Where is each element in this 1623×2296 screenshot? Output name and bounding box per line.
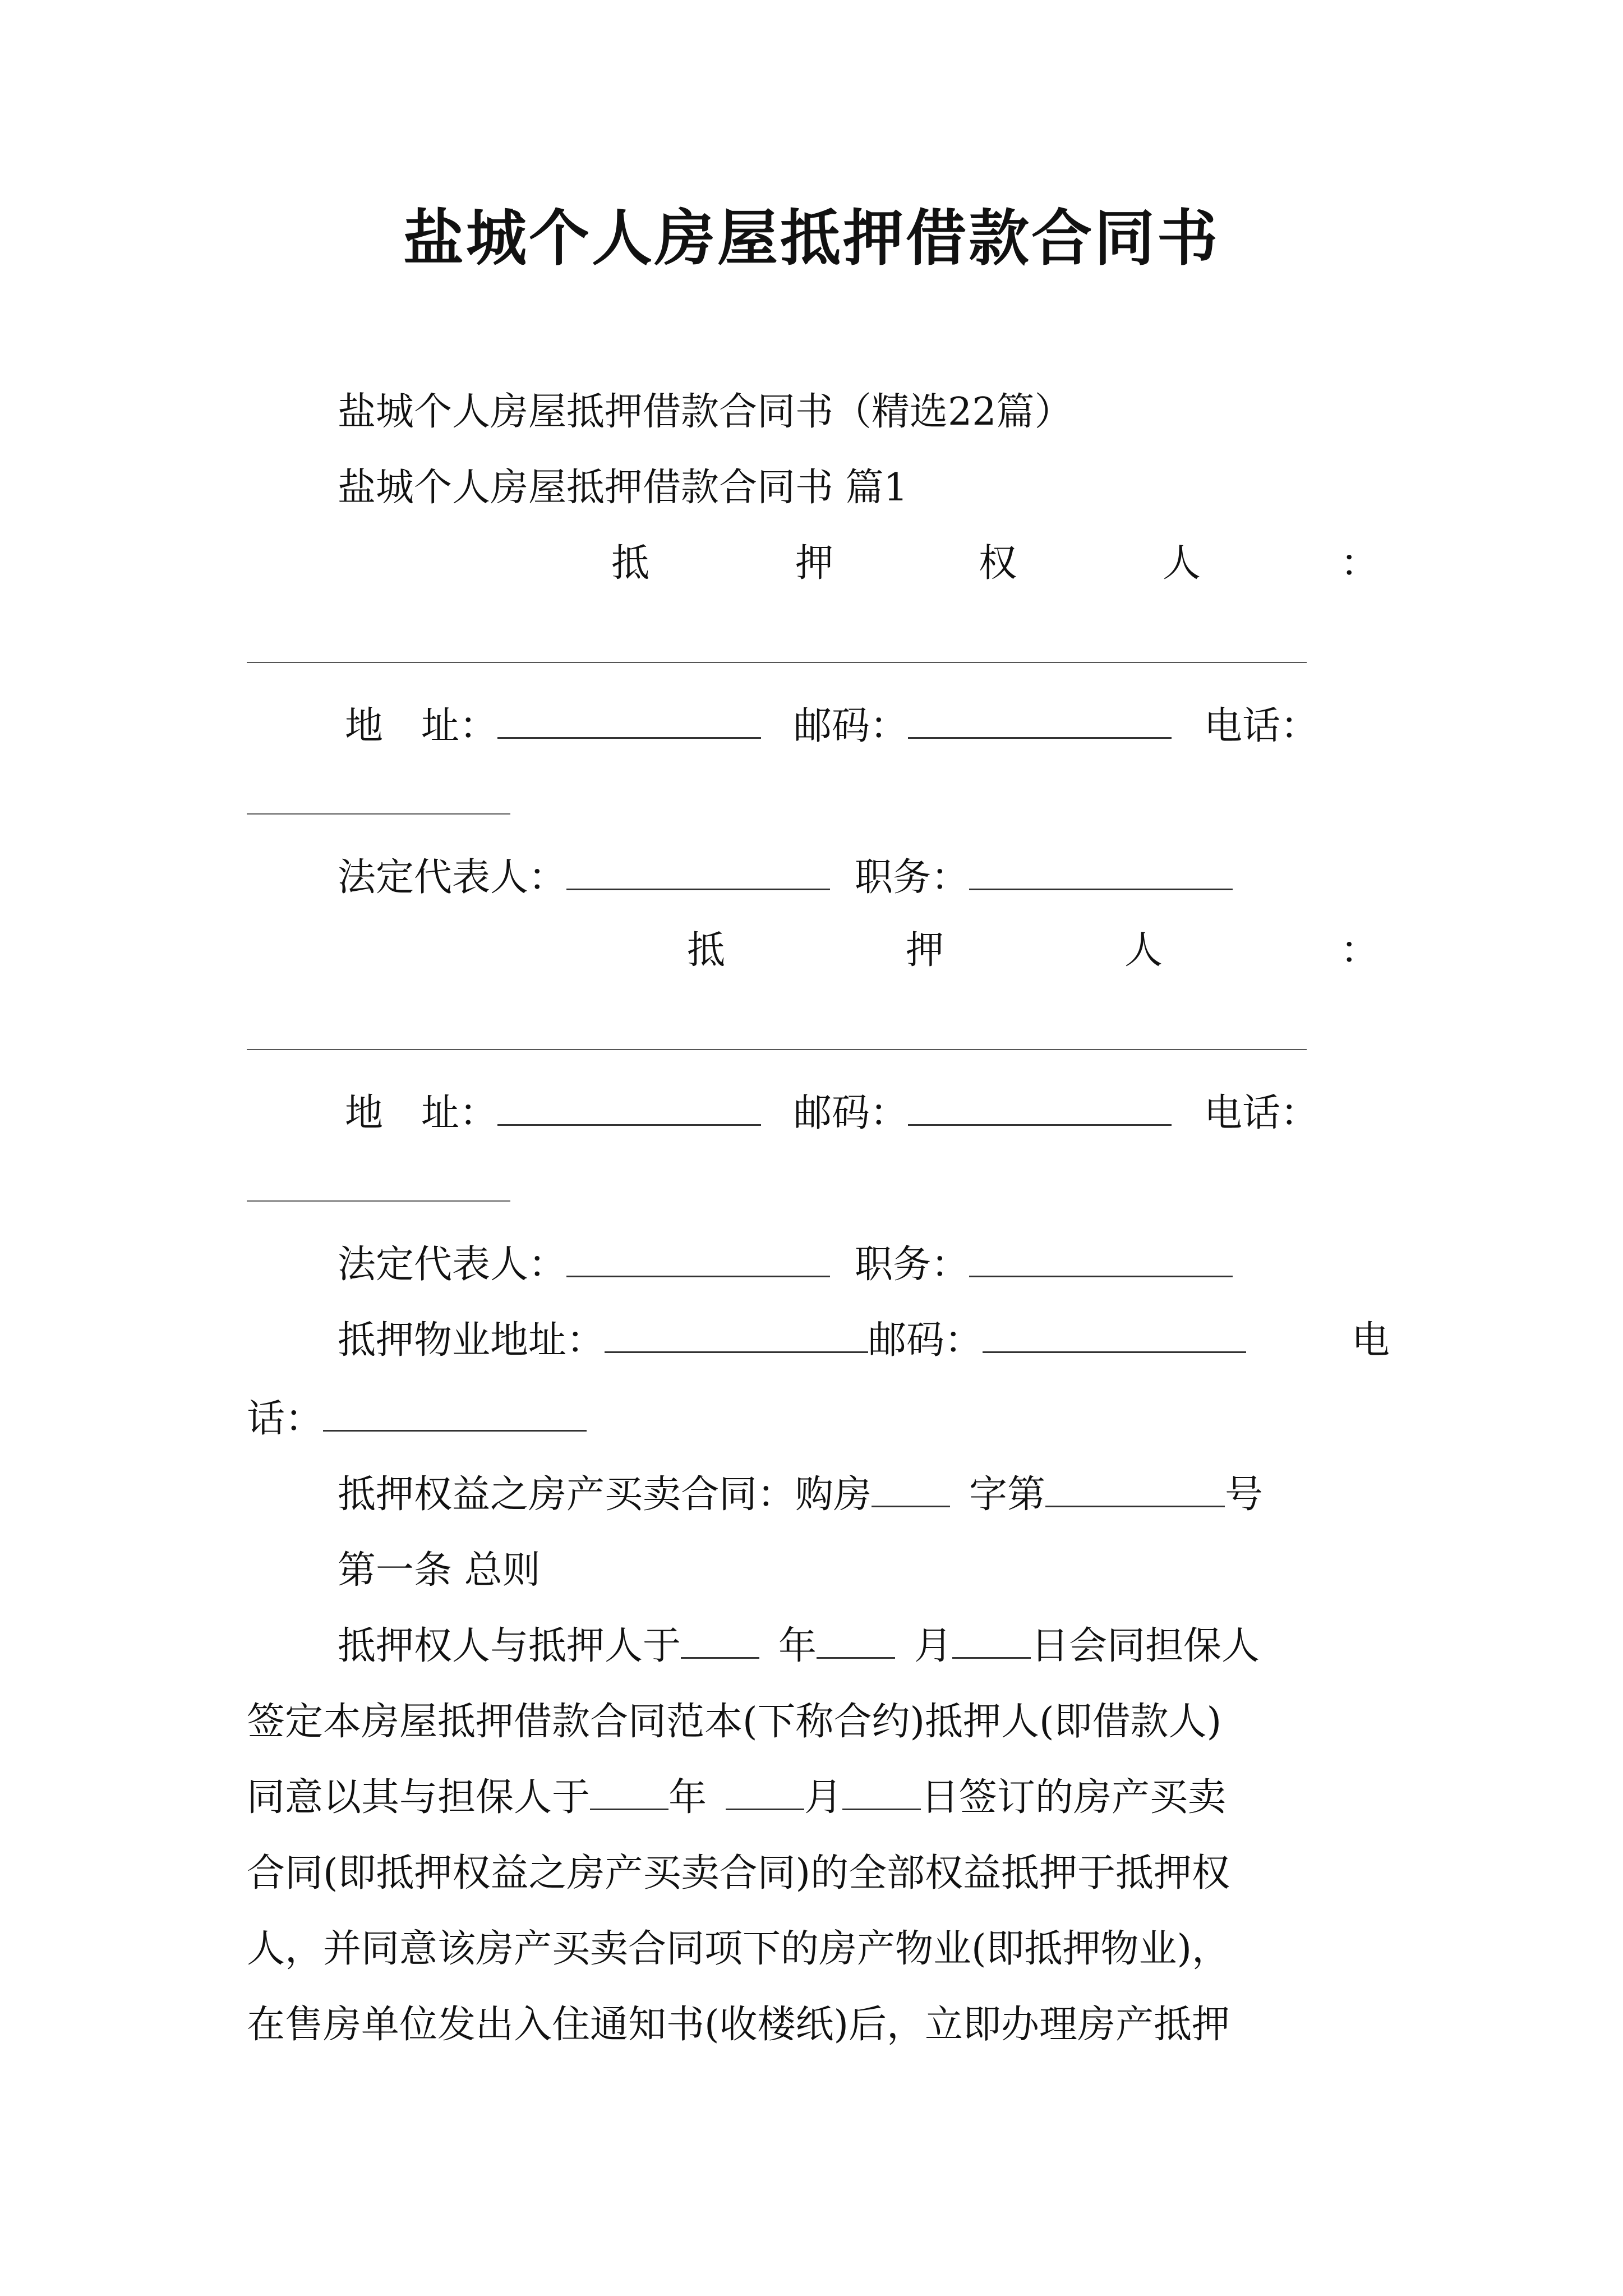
document-subtitle: 盐城个人房屋抵押借款合同书（精选22篇） bbox=[338, 390, 1073, 434]
mortgagor-rep-line bbox=[338, 1240, 1233, 1290]
contract-ref-label: 抵押权益之房产买卖合同：购房 bbox=[338, 1473, 872, 1517]
month-blank[interactable] bbox=[817, 1623, 895, 1659]
legal-rep-label: 法定代表人： bbox=[338, 1243, 567, 1287]
mortgagee-char: ： bbox=[1340, 541, 1379, 586]
contract-number-blank[interactable] bbox=[1045, 1472, 1225, 1507]
para-line-4: 合同(即抵押权益之房产买卖合同)的全部权益抵押于抵押权 bbox=[247, 1851, 1230, 1895]
contract-prefix-blank[interactable] bbox=[872, 1472, 950, 1507]
para-text: 日签订的房产买卖 bbox=[921, 1775, 1227, 1820]
postcode-blank[interactable] bbox=[908, 703, 1172, 739]
hao-label: 号 bbox=[1225, 1473, 1264, 1517]
day-blank[interactable] bbox=[952, 1623, 1031, 1659]
position-blank[interactable] bbox=[969, 1242, 1233, 1277]
property-address-blank[interactable] bbox=[605, 1318, 868, 1353]
mortgagor-char: 人 bbox=[1124, 928, 1163, 973]
para-text: 抵押权人与抵押人于 bbox=[338, 1624, 681, 1668]
document-title: 盐城个人房屋抵押借款合同书 bbox=[403, 203, 1220, 274]
mortgagee-rep-line bbox=[338, 853, 1233, 903]
mortgagee-char: 押 bbox=[795, 541, 834, 586]
position-label: 职务： bbox=[855, 1243, 970, 1287]
zi-di-label: 字第 bbox=[969, 1473, 1046, 1517]
postcode-label: 邮码： bbox=[794, 704, 909, 748]
phone-label: 电话： bbox=[1204, 1091, 1319, 1135]
year-blank[interactable] bbox=[681, 1623, 759, 1659]
property-address-line bbox=[338, 1315, 1246, 1366]
legal-rep-blank[interactable] bbox=[566, 1242, 830, 1277]
legal-rep-label: 法定代表人： bbox=[338, 855, 567, 900]
para-line-1 bbox=[338, 1621, 1260, 1672]
postcode-blank[interactable] bbox=[983, 1318, 1246, 1353]
para-text: 同意以其与担保人于 bbox=[247, 1775, 591, 1820]
address-blank[interactable] bbox=[497, 703, 761, 739]
mortgagee-char: 权 bbox=[979, 541, 1017, 586]
address-label: 地 址： bbox=[345, 704, 498, 748]
para-line-3 bbox=[247, 1773, 1226, 1823]
position-label: 职务： bbox=[855, 855, 970, 900]
property-phone-blank[interactable] bbox=[323, 1396, 587, 1432]
property-address-label: 抵押物业地址： bbox=[338, 1318, 605, 1363]
month-blank[interactable] bbox=[726, 1775, 804, 1810]
month-label: 月 bbox=[804, 1775, 843, 1820]
mortgagee-contact-line bbox=[345, 701, 1318, 752]
mortgagee-name-blank[interactable] bbox=[247, 662, 1307, 663]
section-heading: 盐城个人房屋抵押借款合同书 篇1 bbox=[338, 466, 908, 510]
phone-blank[interactable] bbox=[247, 813, 510, 815]
property-phone-line bbox=[247, 1394, 587, 1444]
mortgagee-char: 抵 bbox=[611, 541, 650, 586]
mortgagee-char: 人 bbox=[1163, 541, 1201, 586]
day-blank[interactable] bbox=[842, 1775, 921, 1810]
para-text: 日会同担保人 bbox=[1031, 1624, 1260, 1668]
para-line-2: 签定本房屋抵押借款合同范本(下称合约)抵押人(即借款人) bbox=[247, 1700, 1222, 1744]
position-blank[interactable] bbox=[969, 855, 1233, 890]
address-label: 地 址： bbox=[345, 1091, 498, 1135]
contract-ref-line bbox=[338, 1470, 1263, 1520]
address-blank[interactable] bbox=[497, 1091, 761, 1126]
phone-char-1: 电 bbox=[1352, 1318, 1390, 1363]
year-label: 年 bbox=[778, 1624, 817, 1668]
postcode-label: 邮码： bbox=[868, 1318, 983, 1363]
legal-rep-blank[interactable] bbox=[566, 855, 830, 890]
year-label: 年 bbox=[668, 1775, 707, 1820]
phone-label: 话： bbox=[247, 1397, 324, 1441]
phone-blank[interactable] bbox=[247, 1200, 510, 1202]
year-blank[interactable] bbox=[590, 1775, 668, 1810]
postcode-label: 邮码： bbox=[794, 1091, 909, 1135]
mortgagor-char: 抵 bbox=[687, 928, 726, 973]
phone-label: 电话： bbox=[1204, 704, 1319, 748]
para-line-5: 人，并同意该房产买卖合同项下的房产物业(即抵押物业)， bbox=[247, 1927, 1230, 1971]
mortgagor-char: 押 bbox=[906, 928, 944, 973]
month-label: 月 bbox=[914, 1624, 953, 1668]
para-line-6: 在售房单位发出入住通知书(收楼纸)后，立即办理房产抵押 bbox=[247, 2003, 1230, 2047]
mortgagor-contact-line bbox=[345, 1088, 1318, 1139]
postcode-blank[interactable] bbox=[908, 1091, 1172, 1126]
mortgagor-name-blank[interactable] bbox=[247, 1049, 1307, 1050]
article-1-heading: 第一条 总则 bbox=[338, 1548, 541, 1593]
mortgagor-char: ： bbox=[1340, 928, 1379, 973]
